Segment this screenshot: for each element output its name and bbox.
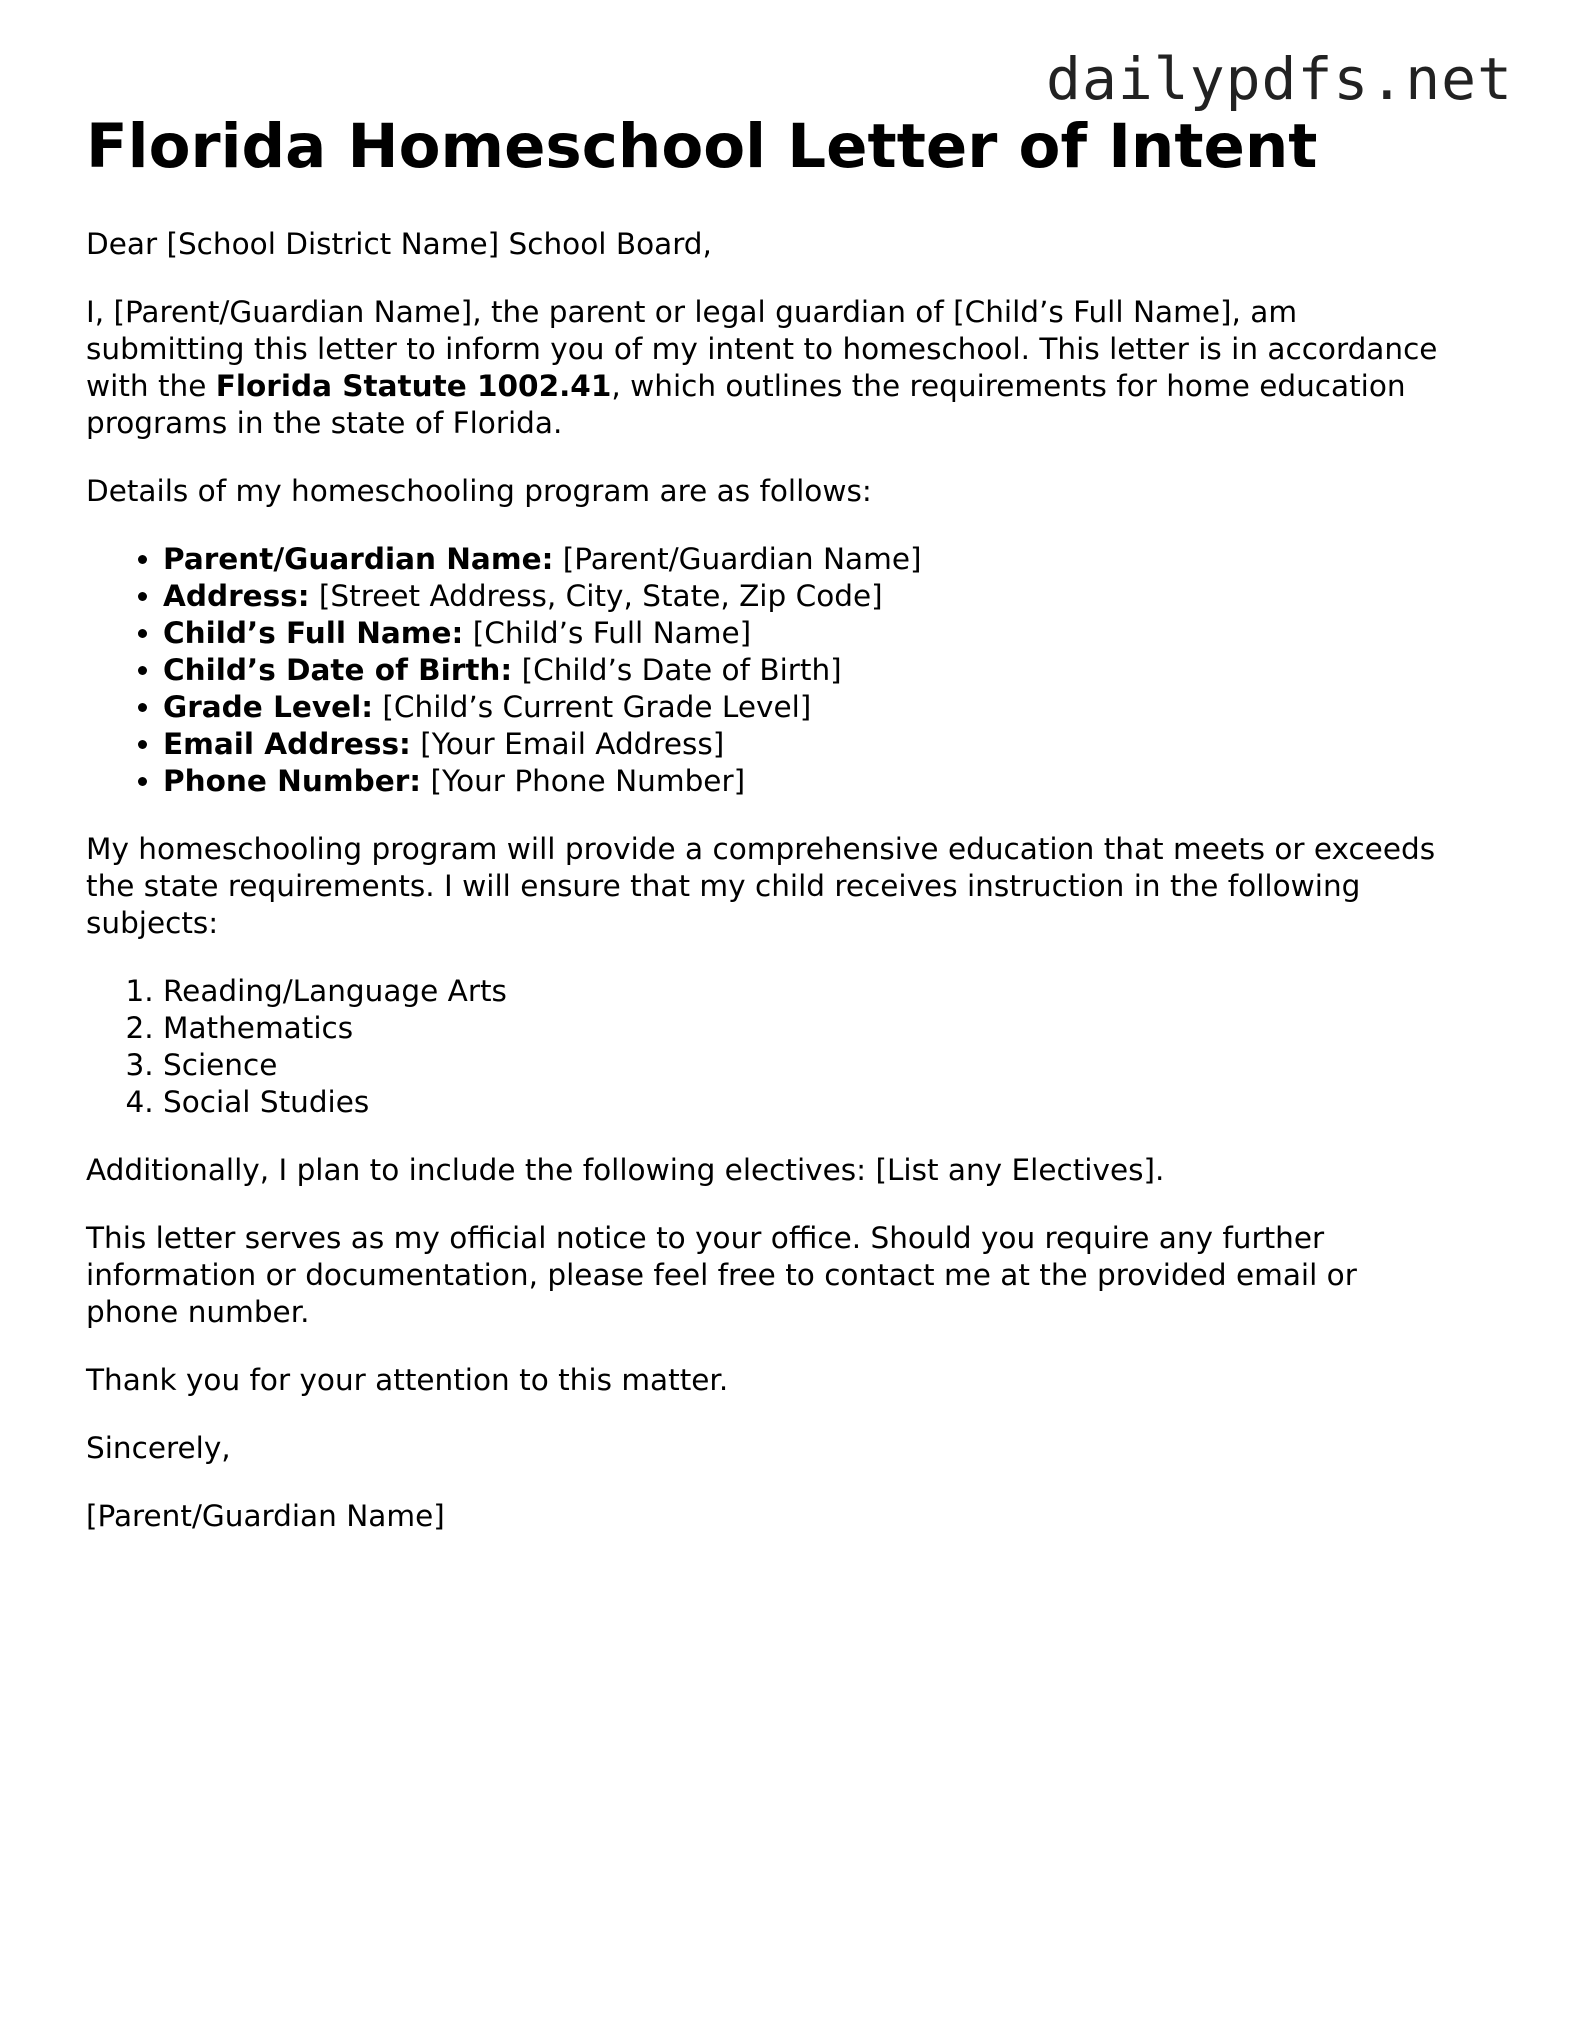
intro-text-after: , which outlines the requirements for home education programs in the state of Florida. — [86, 369, 1406, 440]
notice-paragraph: This letter serves as my official notice to your office. Should you require any further information or documentation, please feel free to contact me at the provided email or phone number. — [86, 1221, 1357, 1329]
watermark: dailypdfs.net — [1046, 45, 1513, 113]
detail-grade-level — [163, 689, 1446, 726]
subject-item: 3. Science — [163, 1047, 1446, 1084]
details-intro: Details of my homeschooling program are as follows: — [86, 474, 872, 508]
letter-page — [86, 110, 1446, 1535]
detail-label: Parent/Guardian Name: — [163, 542, 554, 576]
detail-value: [Street Address, City, State, Zip Code] — [309, 579, 883, 613]
signature: [Parent/Guardian Name] — [86, 1499, 445, 1533]
intro-paragraph — [86, 294, 1446, 442]
detail-value: [Parent/Guardian Name] — [553, 542, 922, 576]
subject-item: 4. Social Studies — [163, 1084, 1446, 1121]
program-paragraph: My homeschooling program will provide a comprehensive education that meets or exceeds the state requirements. I will ensure that my child receives instruction in the following subjects: — [86, 832, 1436, 940]
detail-child-name — [163, 615, 1446, 652]
detail-address — [163, 578, 1446, 615]
detail-value: [Your Phone Number] — [421, 764, 746, 798]
detail-label: Phone Number: — [163, 764, 422, 798]
subject-item: 2. Mathematics — [163, 1010, 1446, 1047]
detail-label: Child’s Full Name: — [163, 616, 464, 650]
subject-item: 1. Reading/Language Arts — [163, 973, 1446, 1010]
detail-label: Address: — [163, 579, 310, 613]
page-title: Florida Homeschool Letter of Intent — [86, 111, 1318, 182]
thanks-paragraph: Thank you for your attention to this matter. — [86, 1363, 729, 1397]
detail-value: [Child’s Full Name] — [463, 616, 752, 650]
detail-value: [Child’s Date of Birth] — [512, 653, 842, 687]
detail-phone — [163, 763, 1446, 800]
intro-text-before: I, [Parent/Guardian Name], the parent or legal guardian of [Child’s Full Name], am submitting this letter to inform you of my intent to homeschool. This letter is in accordance with the — [86, 295, 1438, 403]
detail-value: [Your Email Address] — [410, 727, 725, 761]
details-list — [86, 541, 1446, 800]
greeting: Dear [School District Name] School Board, — [86, 227, 712, 261]
subjects-list — [86, 973, 1446, 1121]
detail-value: [Child’s Current Grade Level] — [373, 690, 812, 724]
electives-paragraph: Additionally, I plan to include the following electives: [List any Electives]. — [86, 1153, 1165, 1187]
detail-label: Email Address: — [163, 727, 411, 761]
closing: Sincerely, — [86, 1431, 231, 1465]
detail-parent-name — [163, 541, 1446, 578]
detail-label: Child’s Date of Birth: — [163, 653, 513, 687]
statute-reference: Florida Statute 1002.41 — [215, 369, 612, 403]
detail-email — [163, 726, 1446, 763]
detail-label: Grade Level: — [163, 690, 374, 724]
detail-child-dob — [163, 652, 1446, 689]
